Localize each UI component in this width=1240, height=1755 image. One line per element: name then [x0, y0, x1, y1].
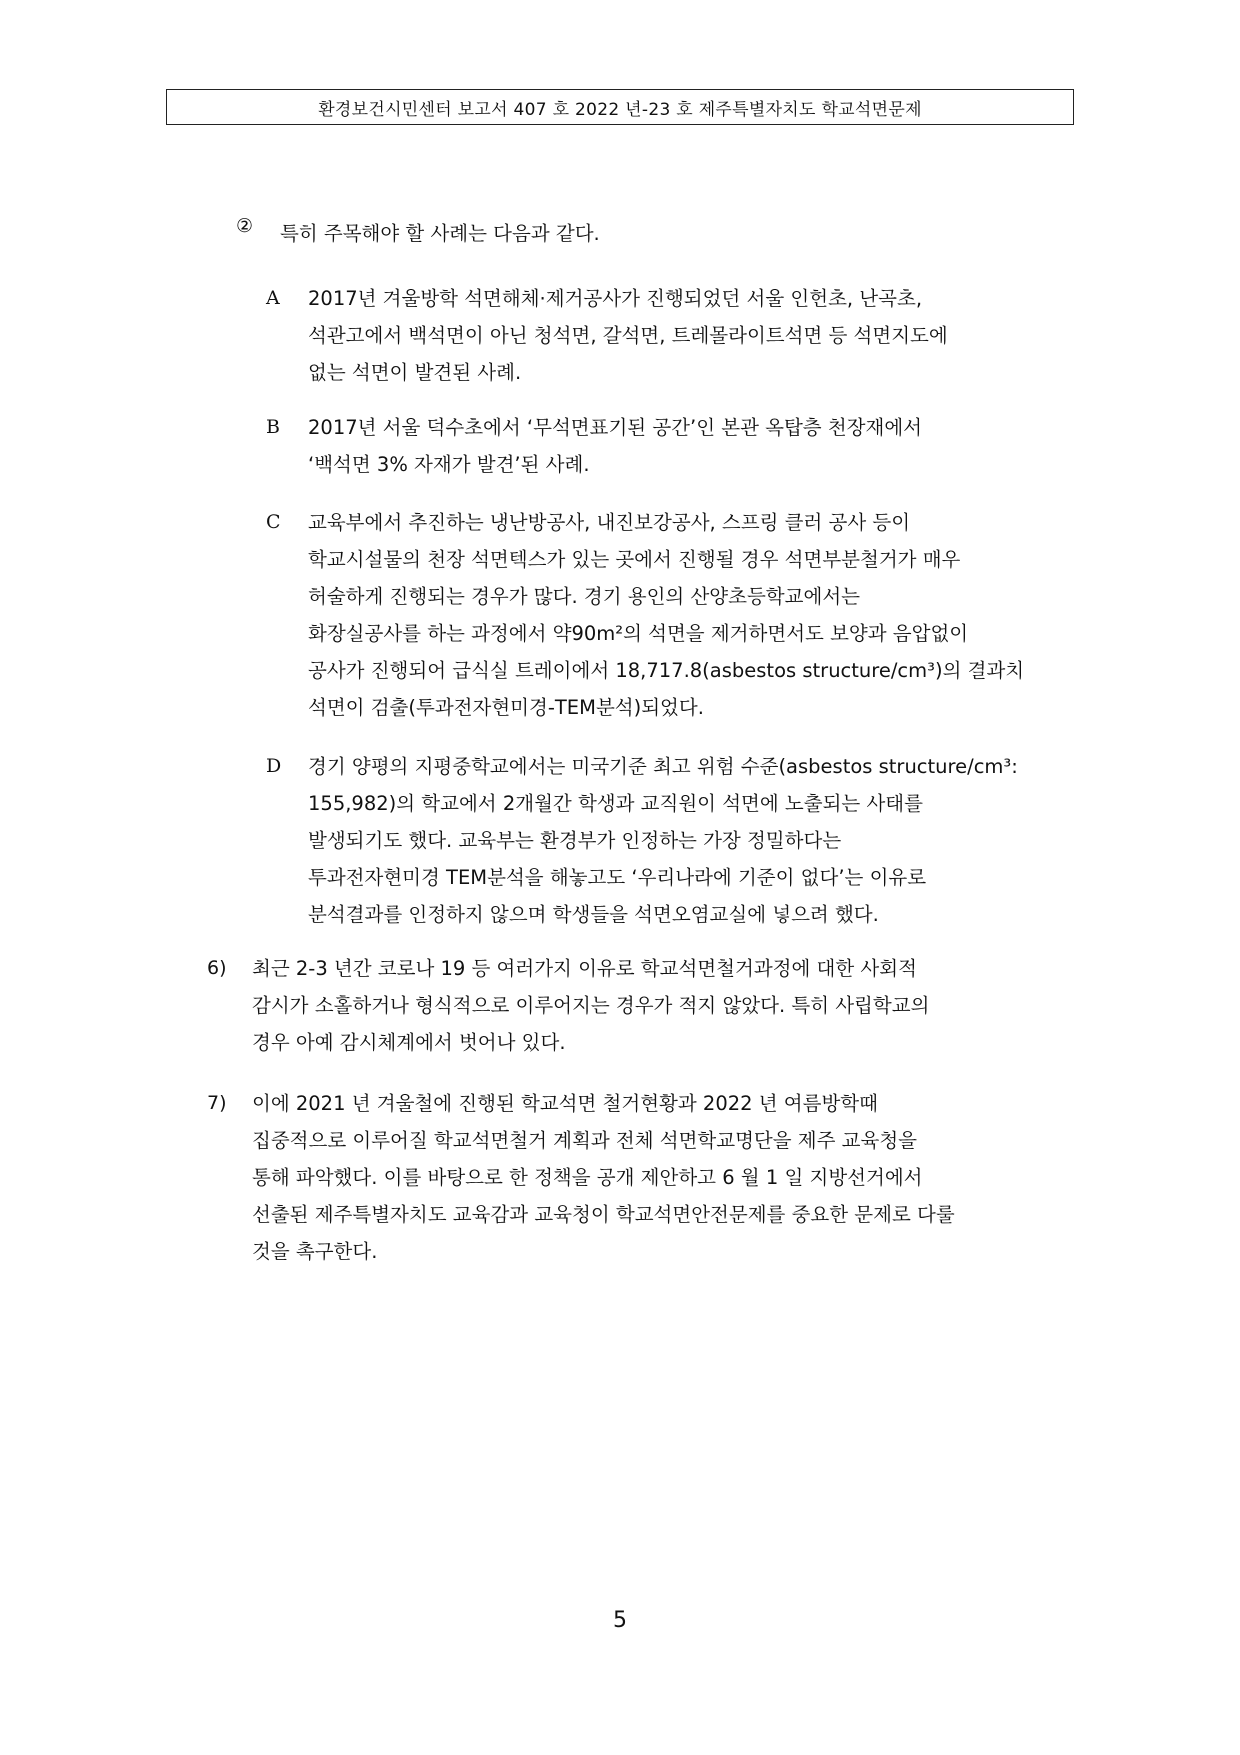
item-line: 이에 2021 년 겨울철에 진행된 학교석면 철거현황과 2022 년 여름방학때	[252, 1092, 878, 1115]
case-line: 2017년 서울 덕수초에서 ‘무석면표기된 공간’인 본관 옥탑층 천장재에서	[308, 416, 923, 439]
intro-marker: ②	[236, 215, 254, 237]
page-number: 5	[613, 1608, 627, 1633]
case-a-text	[308, 280, 948, 391]
case-c-text	[308, 504, 1024, 726]
case-b-marker: B	[266, 416, 280, 438]
case-a-marker: A	[266, 287, 280, 309]
case-d-marker: D	[266, 755, 282, 777]
case-line: 화장실공사를 하는 과정에서 약90m²의 석면을 제거하면서도 보양과 음압없이	[308, 622, 969, 645]
item-line: 집중적으로 이루어질 학교석면철거 계획과 전체 석면학교명단을 제주 교육청을	[252, 1129, 918, 1152]
item-7-marker: 7)	[207, 1092, 227, 1114]
item-line: 감시가 소홀하거나 형식적으로 이루어지는 경우가 적지 않았다. 특히 사립학교의	[252, 994, 930, 1017]
case-b-text	[308, 409, 922, 483]
item-6-marker: 6)	[207, 957, 227, 979]
report-header	[166, 89, 1074, 125]
case-line: 교육부에서 추진하는 냉난방공사, 내진보강공사, 스프링 클러 공사 등이	[308, 511, 911, 534]
case-line: 석면이 검출(투과전자현미경-TEM분석)되었다.	[308, 696, 704, 719]
item-7-text	[252, 1085, 955, 1270]
item-line: 통해 파악했다. 이를 바탕으로 한 정책을 공개 제안하고 6 월 1 일 지방선거에서	[252, 1166, 923, 1189]
case-line: 학교시설물의 천장 석면텍스가 있는 곳에서 진행될 경우 석면부분철거가 매우	[308, 548, 961, 571]
item-line: 경우 아예 감시체계에서 벗어나 있다.	[252, 1031, 566, 1054]
item-line: 것을 촉구한다.	[252, 1240, 378, 1263]
case-d-text	[308, 748, 1018, 933]
item-line: 최근 2-3 년간 코로나 19 등 여러가지 이유로 학교석면철거과정에 대한 사회적	[252, 957, 917, 980]
case-line: 공사가 진행되어 급식실 트레이에서 18,717.8(asbestos structure/cm³)의 결과치	[308, 659, 1025, 682]
case-line: 2017년 겨울방학 석면해체·제거공사가 진행되었던 서울 인헌초, 난곡초,	[308, 287, 923, 310]
case-line: 없는 석면이 발견된 사례.	[308, 361, 522, 384]
item-line: 선출된 제주특별자치도 교육감과 교육청이 학교석면안전문제를 중요한 문제로 다룰	[252, 1203, 955, 1226]
item-6-text	[252, 950, 929, 1061]
intro-text	[280, 215, 600, 252]
case-line: ‘백석면 3% 자재가 발견’된 사례.	[308, 453, 590, 476]
case-line: 분석결과를 인정하지 않으며 학생들을 석면오염교실에 넣으려 했다.	[308, 903, 879, 926]
case-line: 155,982)의 학교에서 2개월간 학생과 교직원이 석면에 노출되는 사태를	[308, 792, 923, 815]
case-c-marker: C	[266, 511, 281, 533]
case-line: 허술하게 진행되는 경우가 많다. 경기 용인의 산양초등학교에서는	[308, 585, 860, 608]
case-line: 석관고에서 백석면이 아닌 청석면, 갈석면, 트레몰라이트석면 등 석면지도에	[308, 324, 948, 347]
report-header-title: 환경보건시민센터 보고서 407 호 2022 년-23 호 제주특별자치도 학교석면문제	[318, 99, 922, 120]
intro-line: 특히 주목해야 할 사례는 다음과 같다.	[280, 222, 600, 245]
case-line: 경기 양평의 지평중학교에서는 미국기준 최고 위험 수준(asbestos structure/cm³:	[308, 755, 1018, 778]
case-line: 발생되기도 했다. 교육부는 환경부가 인정하는 가장 정밀하다는	[308, 829, 842, 852]
case-line: 투과전자현미경 TEM분석을 해놓고도 ‘우리나라에 기준이 없다’는 이유로	[308, 866, 927, 889]
